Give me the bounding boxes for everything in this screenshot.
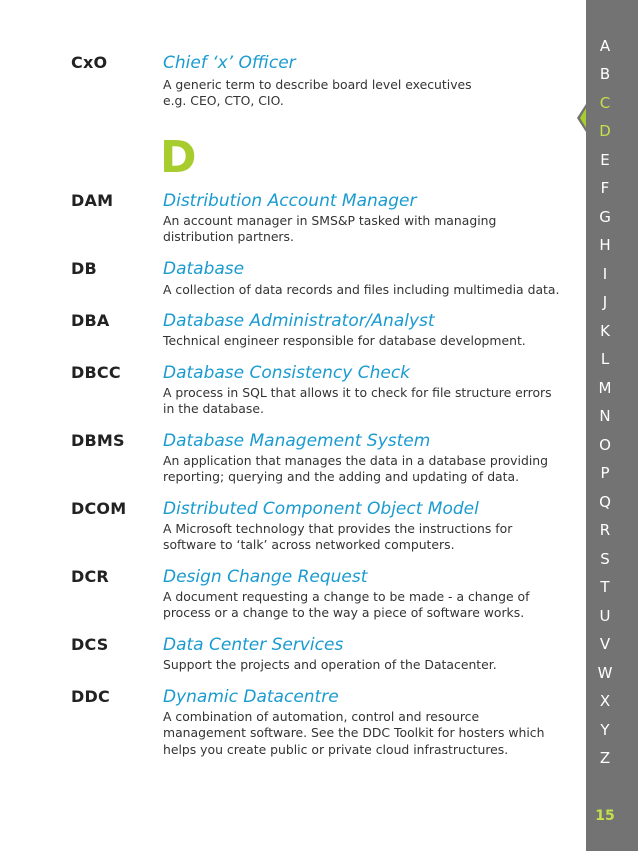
entry-definition: A combination of automation, control and resource management software. See the DDC Toolkit for hosters which helps you create public or private cloud infrastructures. [163, 709, 545, 757]
index-letter-n[interactable]: N [599, 407, 611, 425]
entry-term: Distributed Component Object Model [163, 499, 479, 519]
index-letter-o[interactable]: O [599, 436, 611, 454]
entry-abbreviation: DCOM [71, 499, 127, 518]
index-letter-a[interactable]: A [599, 37, 611, 55]
entry-term: Database [163, 259, 245, 279]
entry-definition: A process in SQL that allows it to check for file structure errors in the database. [163, 385, 552, 417]
entry-abbreviation: DCR [71, 567, 109, 586]
index-letter-k[interactable]: K [600, 322, 610, 340]
index-letter-j[interactable]: J [602, 293, 608, 311]
entry-definition: Support the projects and operation of the Datacenter. [163, 657, 497, 672]
index-letter-b[interactable]: B [599, 65, 611, 83]
index-letter-u[interactable]: U [599, 607, 611, 625]
index-letter-y[interactable]: Y [600, 721, 610, 739]
entry-definition: A document requesting a change to be made - a change of process or a change to the way a piece of software works. [163, 589, 530, 621]
entry-definition: An account manager in SMS&P tasked with managing distribution partners. [163, 213, 497, 245]
entry-term: Database Administrator/Analyst [163, 311, 435, 331]
entry-definition: An application that manages the data in a database providing reporting; querying and the adding and updating of data. [163, 453, 548, 485]
entry-abbreviation: DBCC [71, 363, 121, 382]
entry-term: Design Change Request [163, 567, 368, 587]
entry-abbreviation: DBMS [71, 431, 125, 450]
index-letter-q[interactable]: Q [599, 493, 611, 511]
entry-abbreviation: DB [71, 259, 97, 278]
entry-term: Chief ‘x’ Officer [163, 53, 296, 73]
index-letter-h[interactable]: H [599, 236, 611, 254]
section-letter-heading: D [160, 132, 197, 183]
alphabet-index-sidebar [586, 0, 638, 851]
index-letter-c[interactable]: C [599, 94, 611, 112]
entry-abbreviation: DAM [71, 191, 114, 210]
index-letter-l[interactable]: L [600, 350, 610, 368]
index-letter-g[interactable]: G [599, 208, 611, 226]
index-letter-x[interactable]: X [599, 692, 611, 710]
index-letter-f[interactable]: F [600, 179, 610, 197]
entry-abbreviation: DDC [71, 687, 110, 706]
entry-definition: A generic term to describe board level executives e.g. CEO, CTO, CIO. [163, 77, 472, 109]
page-number: 15 [595, 808, 615, 824]
index-letter-i[interactable]: I [602, 265, 608, 283]
entry-definition: A Microsoft technology that provides the instructions for software to ‘talk’ across networked computers. [163, 521, 513, 553]
entry-term: Dynamic Datacentre [163, 687, 339, 707]
index-letter-s[interactable]: S [600, 550, 610, 568]
index-letter-z[interactable]: Z [599, 749, 611, 767]
entry-term: Database Consistency Check [163, 363, 411, 383]
entry-term: Data Center Services [163, 635, 344, 655]
index-letter-w[interactable]: W [597, 664, 613, 682]
entry-definition: A collection of data records and files including multimedia data. [163, 282, 560, 297]
index-letter-m[interactable]: M [598, 379, 612, 397]
index-letter-d[interactable]: D [599, 122, 611, 140]
entry-term: Distribution Account Manager [163, 191, 417, 211]
entry-definition: Technical engineer responsible for database development. [163, 333, 526, 348]
entry-abbreviation: CxO [71, 53, 108, 72]
index-letter-e[interactable]: E [600, 151, 610, 169]
entry-abbreviation: DCS [71, 635, 109, 654]
index-letter-r[interactable]: R [599, 521, 611, 539]
entry-abbreviation: DBA [71, 311, 110, 330]
index-letter-v[interactable]: V [599, 635, 611, 653]
index-letter-p[interactable]: P [600, 464, 610, 482]
index-letter-t[interactable]: T [600, 578, 610, 596]
entry-term: Database Management System [163, 431, 431, 451]
